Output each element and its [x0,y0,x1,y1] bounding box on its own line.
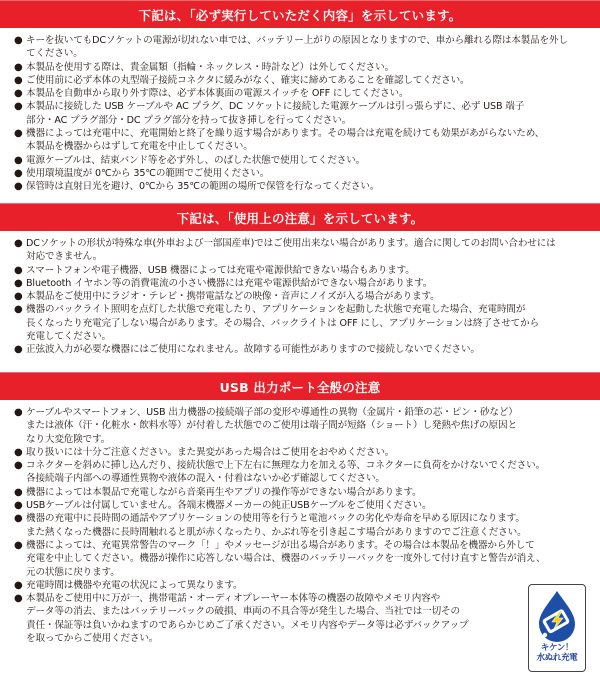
bullet-icon: ● [14,304,23,316]
list-item: ● 正弦波入力が必要な機器にはご使用になれません。故障する可能性がありますので接続しないでください。 [14,344,480,356]
list-item: ● 保管時は直射日光を避け、0℃から 35℃の範囲の場所で保管を行なってください。 [14,181,380,193]
list-item: ● 取り扱いには十分ご注意ください。また異変があった場合はご使用をおやめください。 [14,446,395,458]
bullet-icon: ● [14,35,23,46]
bullet-icon: ● [14,88,23,100]
section-title: USB 出力ポート全般の注意 [219,379,381,395]
list-item: ● 本製品を自動車から取り外す際は、必ず本体裏面の電源スイッチを OFF にしてください。 [14,88,409,100]
list-item: ● Bluetooth イヤホン等の消費電流の小さい機器には充電や電源供給ができない場合があります。 [14,277,433,289]
bullet-icon: ● [14,407,23,418]
list-item: ● 機器によっては本製品で充電しながら音楽再生やアプリの操作等ができない場合があります。 [14,486,422,498]
list-item: ● ケーブルやスマートフォン、USB 出力機器の接続端子部の変形や導通性の異物（金属片・鉛筆の芯・ピン・砂など） または液体（汗・化粧水・飲料水等）が付着した状態でのご使用は端子間が短絡（ショート）し発熱や焦げの原因と なり大変危険です。 [14,407,518,445]
wet-charging-warning-badge [528,584,586,672]
notice-list [0,34,600,194]
bullet-icon: ● [14,539,23,551]
section-header-bar [0,203,600,231]
bullet-icon: ● [14,344,23,356]
bullet-icon: ● [14,154,23,166]
list-item: ● キーを抜いてもDCソケットの電源が切れない車では、バッテリー上がりの原因となりますので、車から離れる際は本製品を外し てください。 [14,35,568,60]
bullet-icon: ● [14,167,23,179]
bullet-icon: ● [14,500,23,512]
list-item: ● 電源ケーブルは、結束バンド等を必ず外し、のばした状態で使用してください。 [14,154,366,166]
list-item: ● 本製品をご使用中に万が一、携帯電話・オーディオプレーヤー本体等の機器の故障やメモリ内容や データ等の消去、またはバッテリーパックの破損、車両の不具合等が発生した場合、当社では一切その 責任・保証等は負いかねますのであらかじめご了承ください。メモリ内容やデータ等は必ずバックアップ を取ってからご使用ください。 [14,593,469,645]
list-item: ● 機器によっては充電中に、充電開始と終了を繰り返す場合があります。その場合は充電を続けても効果があがらないため、 本製品を機器からはずして充電を中止してください。 [14,128,545,153]
bullet-icon: ● [14,593,23,605]
bullet-icon: ● [14,486,23,498]
list-item: ● スマートフォンや電子機器、USB 機器によっては充電や電源供給できない場合もあります。 [14,264,415,276]
list-item: ● 機器によっては、充電異常警告のマーク「！」やメッセージが出る場合があります。その場合は本製品を機器から外して 充電を中止してください。機器が操作に応答しない場合は、機器のバッテリーパックを一度外して付け直すと警告が消え、 元の状態に戻ります。 [14,539,546,578]
section-usage-cautions [0,203,600,357]
list-item: ● USBケーブルは付属していません。各端末機器メーカーの純正USBケーブルをご使用ください。 [14,500,432,512]
notice-list [0,237,600,357]
list-item: ● 本製品を使用する際は、貴金属類（指輪・ネックレス・時計など）は外してください。 [14,61,395,73]
list-item: ● 本製品をご使用中にラジオ・テレビ・携帯電話などの映像・音声にノイズが入る場合があります。 [14,291,440,303]
section-title: 下記は、「必ず実行していただく内容」を示しています。 [138,7,462,23]
list-item: ● 充電時間は機器や充電の状況によって異なります。 [14,579,243,591]
bullet-icon: ● [14,513,23,525]
list-item: ● コネクターを斜めに挿し込んだり、接続状態で上下左右に無理な力を加える等、コネクターに負荷をかけないでください。 各接続端子内部への導通性異物や液体の混入・付着はないか必ず確認してください。 [14,460,546,485]
bullet-icon: ● [14,277,23,289]
bullet-icon: ● [14,460,23,472]
list-item: ● 本製品に接続した USB ケーブルや AC プラグ、DC ソケットに接続した電源ケーブルは引っ張らずに、必ず USB 端子 部分・AC プラグ部分・DC プラグ部分を持って抜き挿しを行ってください。 [14,101,525,126]
badge-subtitle: 水ぬれ充電 [536,653,578,663]
bullet-icon: ● [14,128,23,140]
section-title: 下記は、「使用上の注意」を示しています。 [176,210,424,226]
bullet-icon: ● [14,446,23,458]
water-drop-lightning-phone-icon [535,589,579,643]
section-must-do [0,0,600,194]
bullet-icon: ● [14,238,23,249]
list-item: ● 使用環境温度が 0℃から 35℃の範囲でご使用ください。 [14,167,270,179]
list-item: ● DCソケットの形状が特殊な車(外車および一部国産車)ではご使用出来ない場合があります。適合に関してのお問い合わせには 対応できません。 [14,238,556,263]
list-item: ● 機器の充電中に長時間の通話やアプリケーションの使用等を行うと電池パックの劣化や寿命を早める原因になります。 また熱くなった機器に長時間触れると肌が赤くなったり、かぶれ等を引き起こす場合がありますのでご注意ください。 [14,513,527,538]
bullet-icon: ● [14,291,23,303]
section-header-bar [0,0,600,28]
bullet-icon: ● [14,181,23,193]
notice-list [0,406,600,645]
section-usb-port-cautions [0,372,600,645]
list-item: ● ご使用前に必ず本体の丸型端子接続コネクタに緩みがなく、確実に締めてあることを確認してください。 [14,74,470,86]
bullet-icon: ● [14,264,23,276]
bullet-icon: ● [14,74,23,86]
badge-title: キケン！ [540,643,574,653]
bullet-icon: ● [14,101,23,113]
list-item: ● 機器のバックライト照明を点灯した状態で充電したり、アプリケーションを起動した状態で充電した場合、充電時間が 長くなったり充電完了しない場合があります。その場合、バックライトは OFF にし、アプリケーションは終了させてから 充電してください。 [14,304,539,343]
bullet-icon: ● [14,579,23,591]
section-header-bar [0,372,600,400]
bullet-icon: ● [14,61,23,73]
